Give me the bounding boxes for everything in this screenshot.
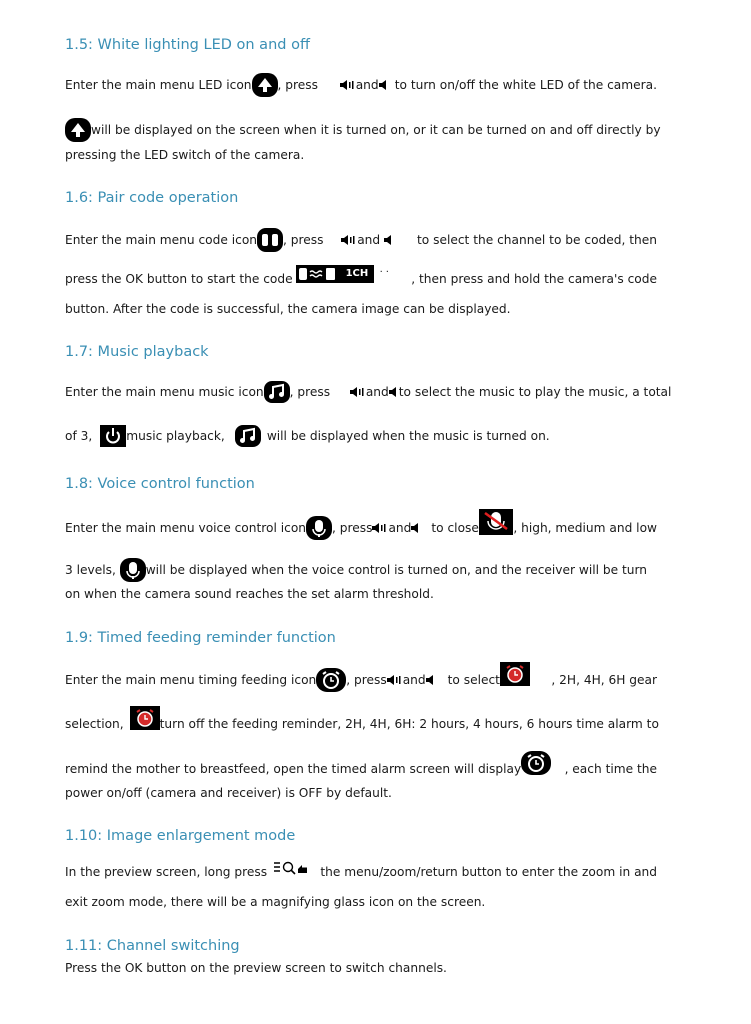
s19-line-4: power on/off (camera and receiver) is OFF by default.	[65, 786, 392, 800]
volume-down-icon	[426, 675, 436, 685]
section-heading-1-5: 1.5: White lighting LED on and off	[65, 37, 310, 53]
pairing-progress-dots: ··	[379, 267, 392, 278]
volume-up-icon	[350, 387, 366, 397]
alarm-off-icon	[130, 706, 160, 730]
s18-line-3: on when the camera sound reaches the set alarm threshold.	[65, 587, 434, 601]
pair-code-icon	[257, 228, 283, 252]
volume-up-icon	[340, 80, 356, 90]
volume-down-icon	[411, 523, 421, 533]
volume-down-icon	[389, 387, 399, 397]
pairing-status-bar-icon: 1CH	[296, 265, 374, 283]
microphone-icon	[120, 558, 146, 582]
s110-line-1: In the preview screen, long press the menu/zoom/return button to enter the zoom in and	[65, 863, 657, 881]
s15-line-3: pressing the LED switch of the camera.	[65, 148, 305, 162]
section-heading-1-10: 1.10: Image enlargement mode	[65, 828, 296, 844]
section-heading-1-7: 1.7: Music playback	[65, 344, 209, 360]
section-heading-1-9: 1.9: Timed feeding reminder function	[65, 630, 336, 646]
alarm-clock-icon	[521, 751, 551, 775]
s111-line-1: Press the OK button on the preview screen to switch channels.	[65, 961, 447, 975]
volume-up-icon	[341, 235, 357, 245]
s18-line-2: 3 levels, will be displayed when the voice control is turned on, and the receiver will be turn	[65, 558, 657, 582]
led-lamp-icon	[65, 118, 91, 142]
s16-line-1: Enter the main menu code icon , press and to select the channel to be coded, then	[65, 228, 657, 252]
section-heading-1-11: 1.11: Channel switching	[65, 938, 240, 954]
power-icon	[100, 425, 126, 447]
s15-line-1: Enter the main menu LED icon , press and to turn on/off the white LED of the camera.	[65, 73, 657, 97]
led-lamp-icon	[252, 73, 278, 97]
volume-up-icon	[372, 523, 388, 533]
alarm-clock-icon	[316, 668, 346, 692]
s15-line-2: will be displayed on the screen when it is turned on, or it can be turned on and off directly by	[65, 118, 657, 142]
s19-line-1: Enter the main menu timing feeding icon , press and to select , 2H, 4H, 6H gear	[65, 668, 657, 692]
music-note-icon	[264, 381, 290, 403]
s110-line-2: exit zoom mode, there will be a magnifying glass icon on the screen.	[65, 895, 486, 909]
s18-line-1: Enter the main menu voice control icon , press and to close , high, medium and low	[65, 515, 657, 541]
s16-line-2: press the OK button to start the code 1CH ·· , then press and hold the camera's code	[65, 267, 657, 286]
volume-up-icon	[387, 675, 403, 685]
microphone-muted-icon	[479, 509, 513, 535]
section-heading-1-6: 1.6: Pair code operation	[65, 190, 239, 206]
s16-line-3: button. After the code is successful, the camera image can be displayed.	[65, 302, 511, 316]
menu-zoom-return-icon	[273, 859, 309, 877]
s17-line-1: Enter the main menu music icon , press and to select the music to play the music, a total	[65, 381, 657, 403]
volume-down-icon	[379, 80, 389, 90]
volume-down-icon	[384, 235, 394, 245]
s17-line-2: of 3, music playback, will be displayed when the music is turned on.	[65, 425, 657, 447]
alarm-off-icon	[500, 662, 530, 686]
s19-line-2: selection, turn off the feeding reminder, 2H, 4H, 6H: 2 hours, 4 hours, 6 hours time alarm to	[65, 712, 657, 736]
microphone-icon	[306, 516, 332, 540]
music-note-icon	[235, 425, 261, 447]
s19-line-3: remind the mother to breastfeed, open the timed alarm screen will display , each time the	[65, 757, 657, 781]
section-heading-1-8: 1.8: Voice control function	[65, 476, 255, 492]
